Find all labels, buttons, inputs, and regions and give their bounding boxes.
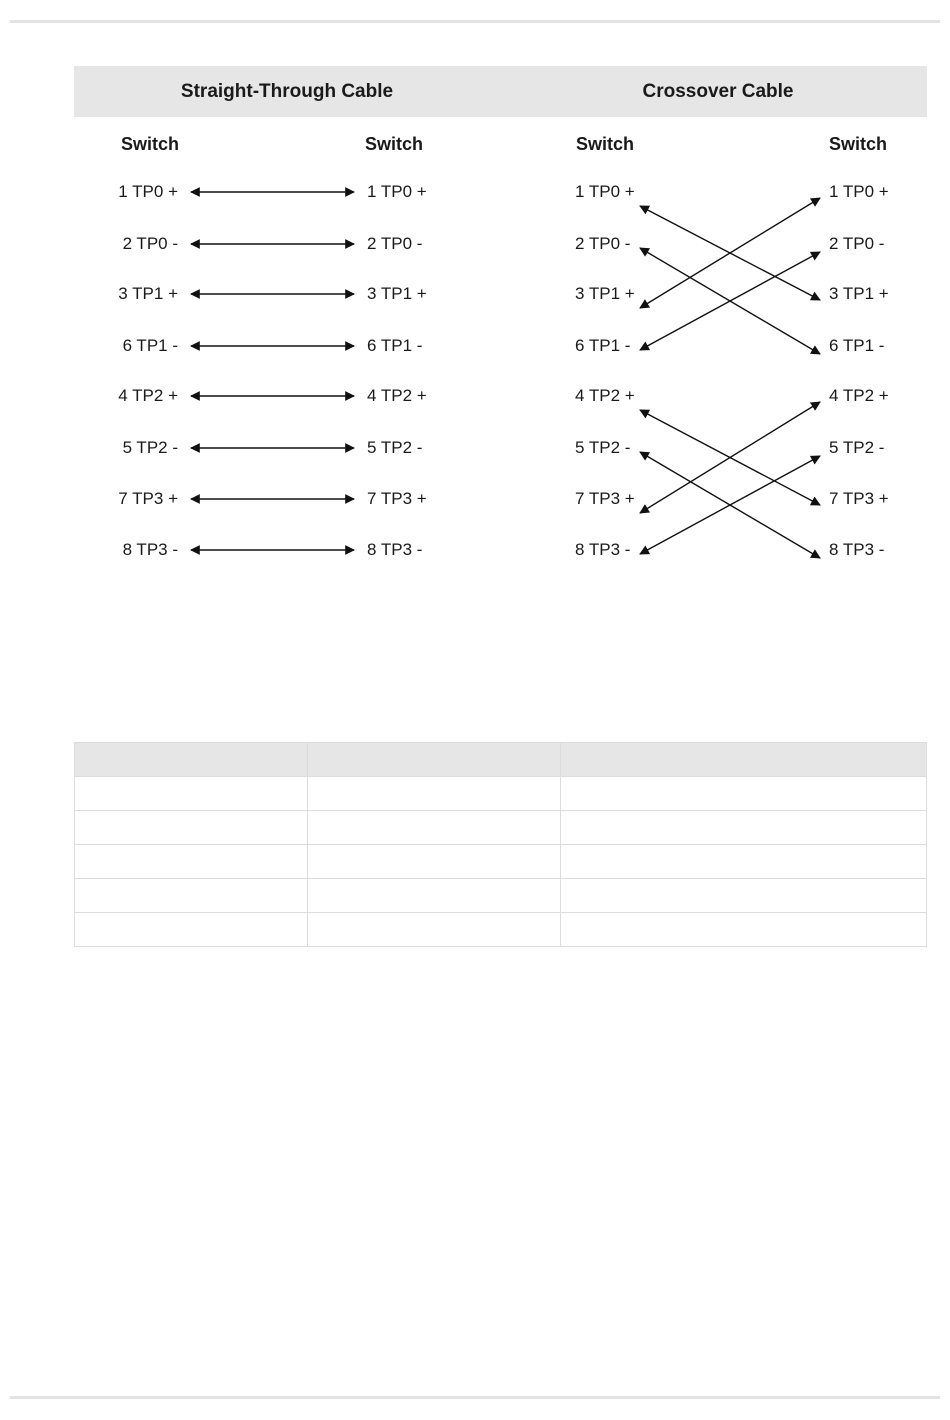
- crossover-right-heading: Switch: [829, 134, 888, 154]
- crossover-right-pin-label: 6 TP1 -: [829, 336, 885, 355]
- straight-right-pin-label: 6 TP1 -: [367, 336, 423, 355]
- crossover-wire-arrow: [640, 252, 820, 350]
- crossover-left-pin-label: 2 TP0 -: [575, 234, 631, 253]
- straight-right-pin-label: 2 TP0 -: [367, 234, 423, 253]
- crossover-wire-arrow: [640, 456, 820, 554]
- crossover-title: Crossover Cable: [642, 81, 794, 102]
- straight-right-pin-label: 7 TP3 +: [367, 489, 427, 508]
- crossover-right-pin-label: 8 TP3 -: [829, 540, 885, 559]
- table-cell: [308, 845, 561, 879]
- crossover-left-pin-label: 3 TP1 +: [575, 284, 635, 303]
- straight-left-pin-label: 2 TP0 -: [122, 234, 178, 253]
- table-cell: [561, 913, 927, 947]
- table-header-cell: [561, 743, 927, 777]
- straight-right-pin-label: 5 TP2 -: [367, 438, 423, 457]
- table-row: [75, 879, 927, 913]
- table-cell: [75, 845, 308, 879]
- crossover-left-pin-label: 8 TP3 -: [575, 540, 631, 559]
- crossover-wire-arrow: [640, 198, 820, 308]
- crossover-left-heading: Switch: [576, 134, 635, 154]
- crossover-left-pin-label: 6 TP1 -: [575, 336, 631, 355]
- straight-left-pin-label: 1 TP0 +: [118, 182, 178, 201]
- table-row: [75, 777, 927, 811]
- crossover-right-pin-label: 2 TP0 -: [829, 234, 885, 253]
- crossover-right-pin-label: 3 TP1 +: [829, 284, 889, 303]
- crossover-left-pin-label: 4 TP2 +: [575, 386, 635, 405]
- table-cell: [561, 777, 927, 811]
- crossover-right-pin-label: 5 TP2 -: [829, 438, 885, 457]
- crossover-right-pin-label: 4 TP2 +: [829, 386, 889, 405]
- table-cell: [75, 811, 308, 845]
- table-cell: [308, 913, 561, 947]
- straight-left-pin-label: 4 TP2 +: [118, 386, 178, 405]
- table-cell: [308, 777, 561, 811]
- table-cell: [75, 777, 308, 811]
- table-header-row: [75, 743, 927, 777]
- straight-right-pin-label: 8 TP3 -: [367, 540, 423, 559]
- table-header-cell: [308, 743, 561, 777]
- straight-left-pin-label: 7 TP3 +: [118, 489, 178, 508]
- crossover-left-pin-label: 1 TP0 +: [575, 182, 635, 201]
- crossover-left-pin-label: 7 TP3 +: [575, 489, 635, 508]
- cable-pinout-diagram: [0, 0, 950, 620]
- table-row: [75, 913, 927, 947]
- straight-left-pin-label: 6 TP1 -: [122, 336, 178, 355]
- table-cell: [75, 879, 308, 913]
- wire-layer: [0, 0, 950, 620]
- bottom-rule: [10, 1396, 940, 1399]
- table-cell: [561, 811, 927, 845]
- straight-right-pin-label: 3 TP1 +: [367, 284, 427, 303]
- straight-right-pin-label: 4 TP2 +: [367, 386, 427, 405]
- table-header-cell: [75, 743, 308, 777]
- table-cell: [308, 879, 561, 913]
- straight-through-title: Straight-Through Cable: [180, 81, 394, 102]
- crossover-wire-arrow: [640, 402, 820, 513]
- straight-left-pin-label: 8 TP3 -: [122, 540, 178, 559]
- straight-left-heading: Switch: [121, 134, 180, 154]
- table-cell: [308, 811, 561, 845]
- crossover-right-pin-label: 7 TP3 +: [829, 489, 889, 508]
- table-cell: [561, 879, 927, 913]
- table-cell: [75, 913, 308, 947]
- straight-right-heading: Switch: [365, 134, 424, 154]
- specification-table: [74, 742, 927, 947]
- straight-right-pin-label: 1 TP0 +: [367, 182, 427, 201]
- straight-left-pin-label: 5 TP2 -: [122, 438, 178, 457]
- straight-left-pin-label: 3 TP1 +: [118, 284, 178, 303]
- table-row: [75, 845, 927, 879]
- crossover-right-pin-label: 1 TP0 +: [829, 182, 889, 201]
- table-cell: [561, 845, 927, 879]
- crossover-left-pin-label: 5 TP2 -: [575, 438, 631, 457]
- table-row: [75, 811, 927, 845]
